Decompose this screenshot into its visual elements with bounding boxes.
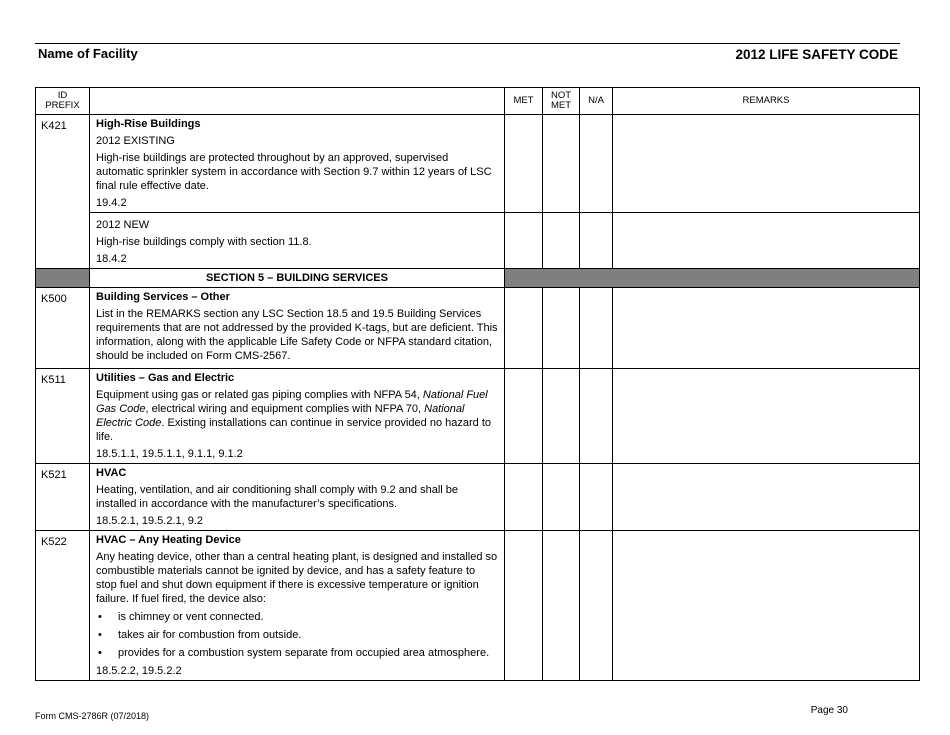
met-cell[interactable] (505, 115, 543, 213)
table-row-k511 (36, 369, 920, 464)
na-cell[interactable] (580, 369, 613, 464)
col-na: N/A (580, 88, 613, 115)
id-k511: K511 (36, 369, 90, 464)
not-met-cell[interactable] (543, 288, 580, 369)
remarks-cell[interactable] (613, 288, 920, 369)
met-cell[interactable] (505, 288, 543, 369)
k522-bullet-list (96, 610, 498, 660)
k421-new-label: 2012 NEW (96, 219, 150, 231)
table-row-k421-existing (36, 115, 920, 213)
id-k522: K522 (36, 531, 90, 681)
section-shade (505, 269, 920, 288)
col-id-prefix: ID PREFIX (36, 88, 90, 115)
desc-k500 (90, 288, 505, 369)
k500-text: List in the REMARKS section any LSC Section 18.5 and 19.5 Building Services requirements that are not addressed by the provided K-tags, but are deficient. This information, along with the applicable Life Safety Code or NFPA standard citation, should be included on Form CMS-2567. (96, 308, 498, 362)
form-number: Form CMS-2786R (07/2018) (35, 711, 150, 721)
list-item: • is chimney or vent connected. (98, 611, 264, 623)
remarks-cell[interactable] (613, 531, 920, 681)
desc-k421-new (90, 213, 505, 269)
id-k521: K521 (36, 464, 90, 531)
k522-ref: 18.5.2.2, 19.5.2.2 (96, 665, 182, 677)
k521-title: HVAC (96, 467, 127, 479)
not-met-cell[interactable] (543, 213, 580, 269)
na-cell[interactable] (580, 115, 613, 213)
col-not-met: NOT MET (543, 88, 580, 115)
k421-existing-label: 2012 EXISTING (96, 135, 175, 147)
desc-k511 (90, 369, 505, 464)
k522-title: HVAC – Any Heating Device (96, 534, 241, 546)
header-rule (35, 43, 900, 44)
k500-title: Building Services – Other (96, 291, 230, 303)
not-met-cell[interactable] (543, 531, 580, 681)
remarks-cell[interactable] (613, 213, 920, 269)
list-item: • provides for a combustion system separate from occupied area atmosphere. (98, 647, 490, 659)
desc-k421-existing (90, 115, 505, 213)
col-met: MET (505, 88, 543, 115)
k511-title: Utilities – Gas and Electric (96, 372, 235, 384)
remarks-cell[interactable] (613, 464, 920, 531)
remarks-cell[interactable] (613, 115, 920, 213)
k522-text: Any heating device, other than a central heating plant, is designed and installed so combustible materials cannot be ignited by device, and has a safety feature to stop fuel and shut down equipment if there is excessive temperature or ignition failure. If fuel fired, the device also: (96, 551, 498, 605)
k521-ref: 18.5.2.1, 19.5.2.1, 9.2 (96, 515, 204, 527)
met-cell[interactable] (505, 213, 543, 269)
k511-text: Equipment using gas or related gas piping complies with NFPA 54, National Fuel Gas Code, electrical wiring and equipment complies with NFPA 70, National Electric Code. Existing installations can continue in service provided no hazard to life. (96, 389, 491, 443)
remarks-cell[interactable] (613, 369, 920, 464)
section-shade (36, 269, 90, 288)
k421-existing-text: High-rise buildings are protected throughout by an approved, supervised automatic sprinkler system in accordance with Section 9.7 within 12 years of LSC final rule effective date. (96, 152, 492, 192)
na-cell[interactable] (580, 288, 613, 369)
k421-existing-ref: 19.4.2 (96, 197, 127, 209)
k521-text: Heating, ventilation, and air conditioning shall comply with 9.2 and shall be installed in accordance with the manufacturer’s specifications. (96, 484, 458, 510)
k421-title: High-Rise Buildings (96, 118, 201, 130)
code-title: 2012 LIFE SAFETY CODE (735, 47, 898, 62)
page-number: Page 30 (810, 705, 848, 716)
table-row-k521 (36, 464, 920, 531)
not-met-cell[interactable] (543, 369, 580, 464)
k421-new-text: High-rise buildings comply with section 11.8. (96, 236, 312, 248)
not-met-cell[interactable] (543, 115, 580, 213)
facility-name-label: Name of Facility (38, 46, 138, 61)
met-cell[interactable] (505, 369, 543, 464)
section-header-row (36, 269, 920, 288)
table-row-k500 (36, 288, 920, 369)
id-k421: K421 (36, 115, 90, 269)
bullet-icon: • (98, 647, 102, 659)
table-row-k522 (36, 531, 920, 681)
section-5-title: SECTION 5 – BUILDING SERVICES (90, 269, 505, 288)
bullet-icon: • (98, 629, 102, 641)
id-k500: K500 (36, 288, 90, 369)
bullet-icon: • (98, 611, 102, 623)
k511-ref: 18.5.1.1, 19.5.1.1, 9.1.1, 9.1.2 (96, 448, 243, 460)
table-header-row (36, 88, 920, 115)
table-row-k421-new (36, 213, 920, 269)
desc-k522 (90, 531, 505, 681)
col-description (90, 88, 505, 115)
na-cell[interactable] (580, 464, 613, 531)
k421-new-ref: 18.4.2 (96, 253, 127, 265)
na-cell[interactable] (580, 531, 613, 681)
col-remarks: REMARKS (613, 88, 920, 115)
met-cell[interactable] (505, 464, 543, 531)
list-item: • takes air for combustion from outside. (98, 629, 302, 641)
k-tag-table (35, 87, 920, 681)
desc-k521 (90, 464, 505, 531)
not-met-cell[interactable] (543, 464, 580, 531)
na-cell[interactable] (580, 213, 613, 269)
met-cell[interactable] (505, 531, 543, 681)
